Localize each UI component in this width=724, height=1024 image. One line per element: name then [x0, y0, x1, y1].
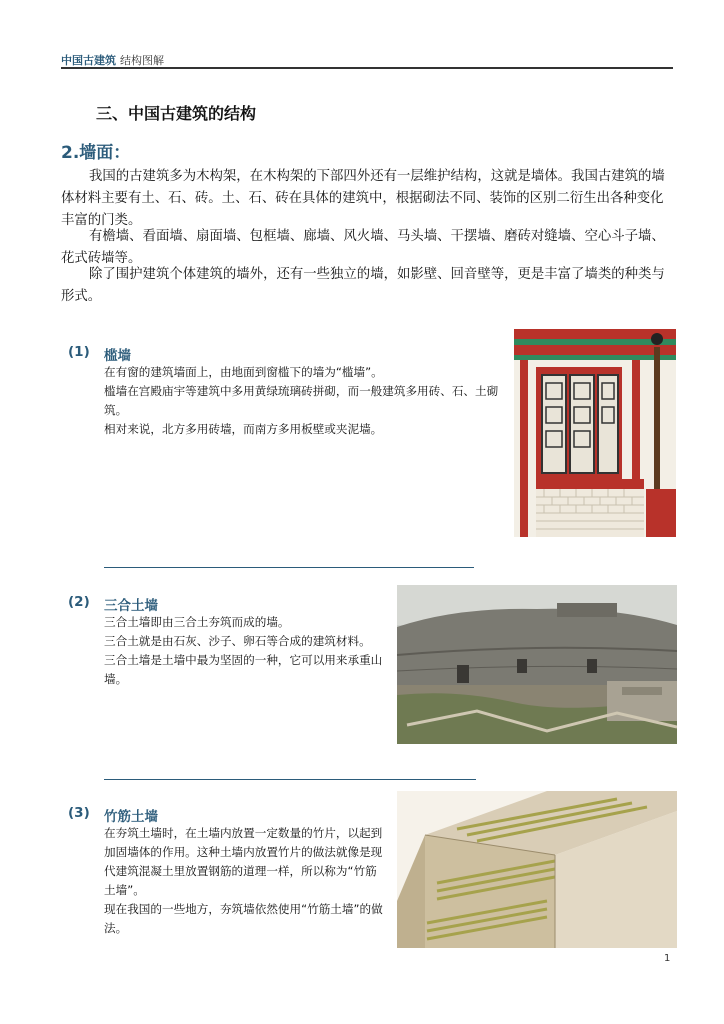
item-2-line: 三合土墙即由三合土夯筑而成的墙。	[104, 615, 290, 629]
subsection-title: 2.墙面：	[61, 143, 131, 163]
item-divider-1	[104, 567, 474, 568]
sill-wall-illustration	[514, 329, 676, 537]
item-1-body	[104, 363, 500, 439]
bamboo-reinforced-wall-illustration	[397, 791, 677, 948]
rammed-earth-building-photo	[397, 585, 677, 744]
item-3-line: 在夯筑土墙时，在土墙内放置一定数量的竹片，以起到加固墙体的作用。这种土墙内放置竹片的做法就像是现代建筑混凝土里放置钢筋的道理一样，所以称为“竹筋土墙”。	[104, 826, 383, 897]
item-2-line: 三合土墙是土墙中最为坚固的一种，它可以用来承重山墙。	[104, 653, 383, 686]
item-2-title: 三合土墙	[104, 598, 158, 614]
item-1-title: 槛墙	[104, 348, 131, 364]
item-3-body	[104, 824, 386, 938]
item-3-title: 竹筋土墙	[104, 809, 158, 825]
item-2-body	[104, 613, 386, 689]
section-title: 三、中国古建筑的结构	[96, 104, 257, 123]
item-1-number: (1)	[68, 344, 90, 360]
item-2-number: (2)	[68, 594, 90, 610]
header-brand: 中国古建筑	[61, 54, 116, 67]
page-number: 1	[664, 953, 671, 964]
item-1-line: 槛墙在宫殿庙宇等建筑中多用黄绿琉璃砖拼砌，而一般建筑多用砖、石、土砌筑。	[104, 384, 499, 417]
intro-paragraph-1: 我国的古建筑多为木构架，在木构架的下部四外还有一层维护结构，这就是墙体。我国古建筑的墙体材料主要有土、石、砖。土、石、砖在具体的建筑中，根据砌法不同、装饰的区别二衍生出各种变化丰富的门类。	[61, 169, 665, 228]
intro-paragraph-3: 除了围护建筑个体建筑的墙外，还有一些独立的墙，如影壁、回音壁等，更是丰富了墙类的种类与形式。	[61, 267, 665, 304]
item-1-line: 相对来说，北方多用砖墙，而南方多用板壁或夹泥墙。	[104, 422, 383, 436]
item-1-line: 在有窗的建筑墙面上，由地面到窗槛下的墙为“槛墙”。	[104, 365, 383, 379]
item-divider-2	[104, 779, 476, 780]
item-3-number: (3)	[68, 805, 90, 821]
item-3-line: 现在我国的一些地方，夯筑墙依然使用“竹筋土墙”的做法。	[104, 902, 383, 935]
running-header	[61, 52, 673, 68]
intro-paragraph-2: 有檐墙、看面墙、扇面墙、包框墙、廊墙、风火墙、马头墙、干摆墙、磨砖对缝墙、空心斗子墙、花式砖墙等。	[61, 229, 665, 266]
item-2-line: 三合土就是由石灰、沙子、卵石等合成的建筑材料。	[104, 634, 371, 648]
header-subtitle: 结构图解	[120, 54, 164, 67]
header-rule	[61, 67, 673, 69]
